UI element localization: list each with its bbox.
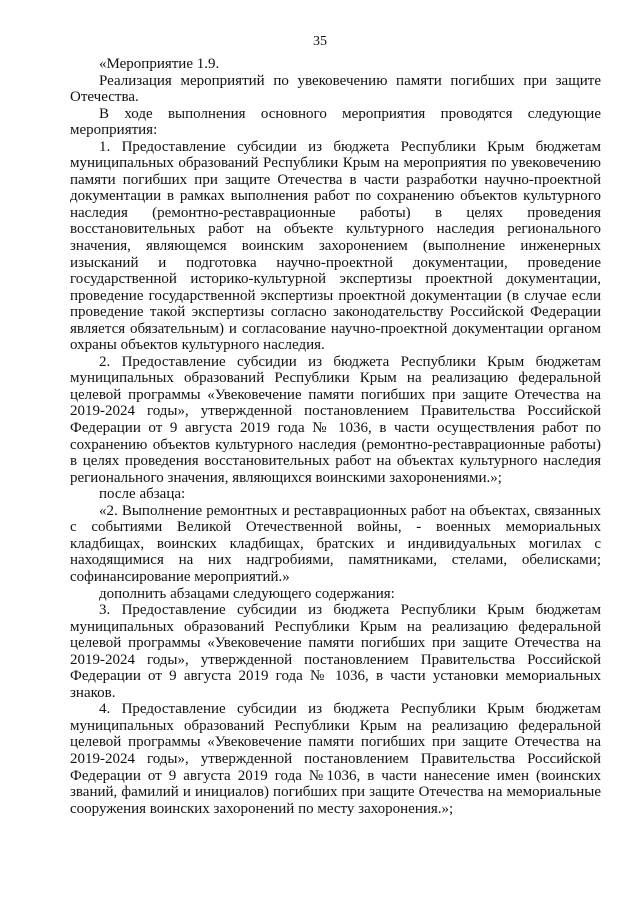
item-1-paragraph: 1. Предоставление субсидии из бюджета Республики Крым бюджетам муниципальных образований Республики Крым на мероприятия по увековечению памяти погибших при защите Отечества в части разработки научно-проектной документации в рамках выполнения работ по сохранению объектов культурного наследия (ремонтно-реставрационные работы) в целях проведения восстановительных работ на объекте культурного наследия регионального значения, являющемся воинским захоронением (выполнение инженерных изысканий и подготовка научно-проектной документации, проведение государственной историко-культурной экспертизы проектной документации, проведение государственной экспертизы проектной документации (в случае если проведение такой экспертизы согласно законодательству Российской Федерации является обязательным) и согласование научно-проектной документации органом охраны объектов культурного наследия.	[70, 138, 601, 354]
event-heading: «Мероприятие 1.9.	[99, 56, 220, 72]
intro-paragraph: В ходе выполнения основного мероприятия проводятся следующие мероприятия:	[70, 105, 601, 139]
quoted-item-2-paragraph: «2. Выполнение ремонтных и реставрационных работ на объектах, связанных с событиями Великой Отечественной войны, - военных мемориальных кладбищах, воинских кладбищах, братских и индивидуальных могилах с находящимися на них надгробиями, памятниками, стелами, обелисками; софинансирование мероприятий.»	[70, 502, 601, 585]
item-3-paragraph: 3. Предоставление субсидии из бюджета Республики Крым бюджетам муниципальных образований Республики Крым на реализацию федеральной целевой программы «Увековечение памяти погибших при защите Отечества на 2019-2024 годы», утвержденной постановлением Правительства Российской Федерации от 9 августа 2019 года № 1036, в части установки мемориальных знаков.	[70, 602, 601, 701]
after-paragraph-note: после абзаца:	[99, 486, 186, 503]
item-2-paragraph: 2. Предоставление субсидии из бюджета Республики Крым бюджетам муниципальных образований Республики Крым на реализацию федеральной целевой программы «Увековечение памяти погибших при защите Отечества на 2019-2024 годы», утвержденной постановлением Правительства Российской Федерации от 9 августа 2019 года № 1036, в части осуществления работ по сохранению объектов культурного наследия (ремонтно-реставрационные работы) в целях проведения восстановительных работ на объектах культурного наследия регионального значения, являющихся воинскими захоронениями.»;	[70, 353, 601, 486]
item-4-paragraph: 4. Предоставление субсидии из бюджета Республики Крым бюджетам муниципальных образований Республики Крым на реализацию федеральной целевой программы «Увековечение памяти погибших при защите Отечества на 2019-2024 годы», утвержденной постановлением Правительства Российской Федерации от 9 августа 2019 года №1036, в части нанесение имен (воинских званий, фамилий и инициалов) погибших при защите Отечества на мемориальные сооружения воинских захоронений по месту захоронения.»;	[70, 701, 601, 817]
event-title-paragraph: Реализация мероприятий по увековечению памяти погибших при защите Отечества.	[70, 72, 601, 106]
document-body	[70, 56, 601, 817]
page-number: 35	[313, 34, 327, 49]
supplement-note: дополнить абзацами следующего содержания:	[99, 585, 395, 602]
